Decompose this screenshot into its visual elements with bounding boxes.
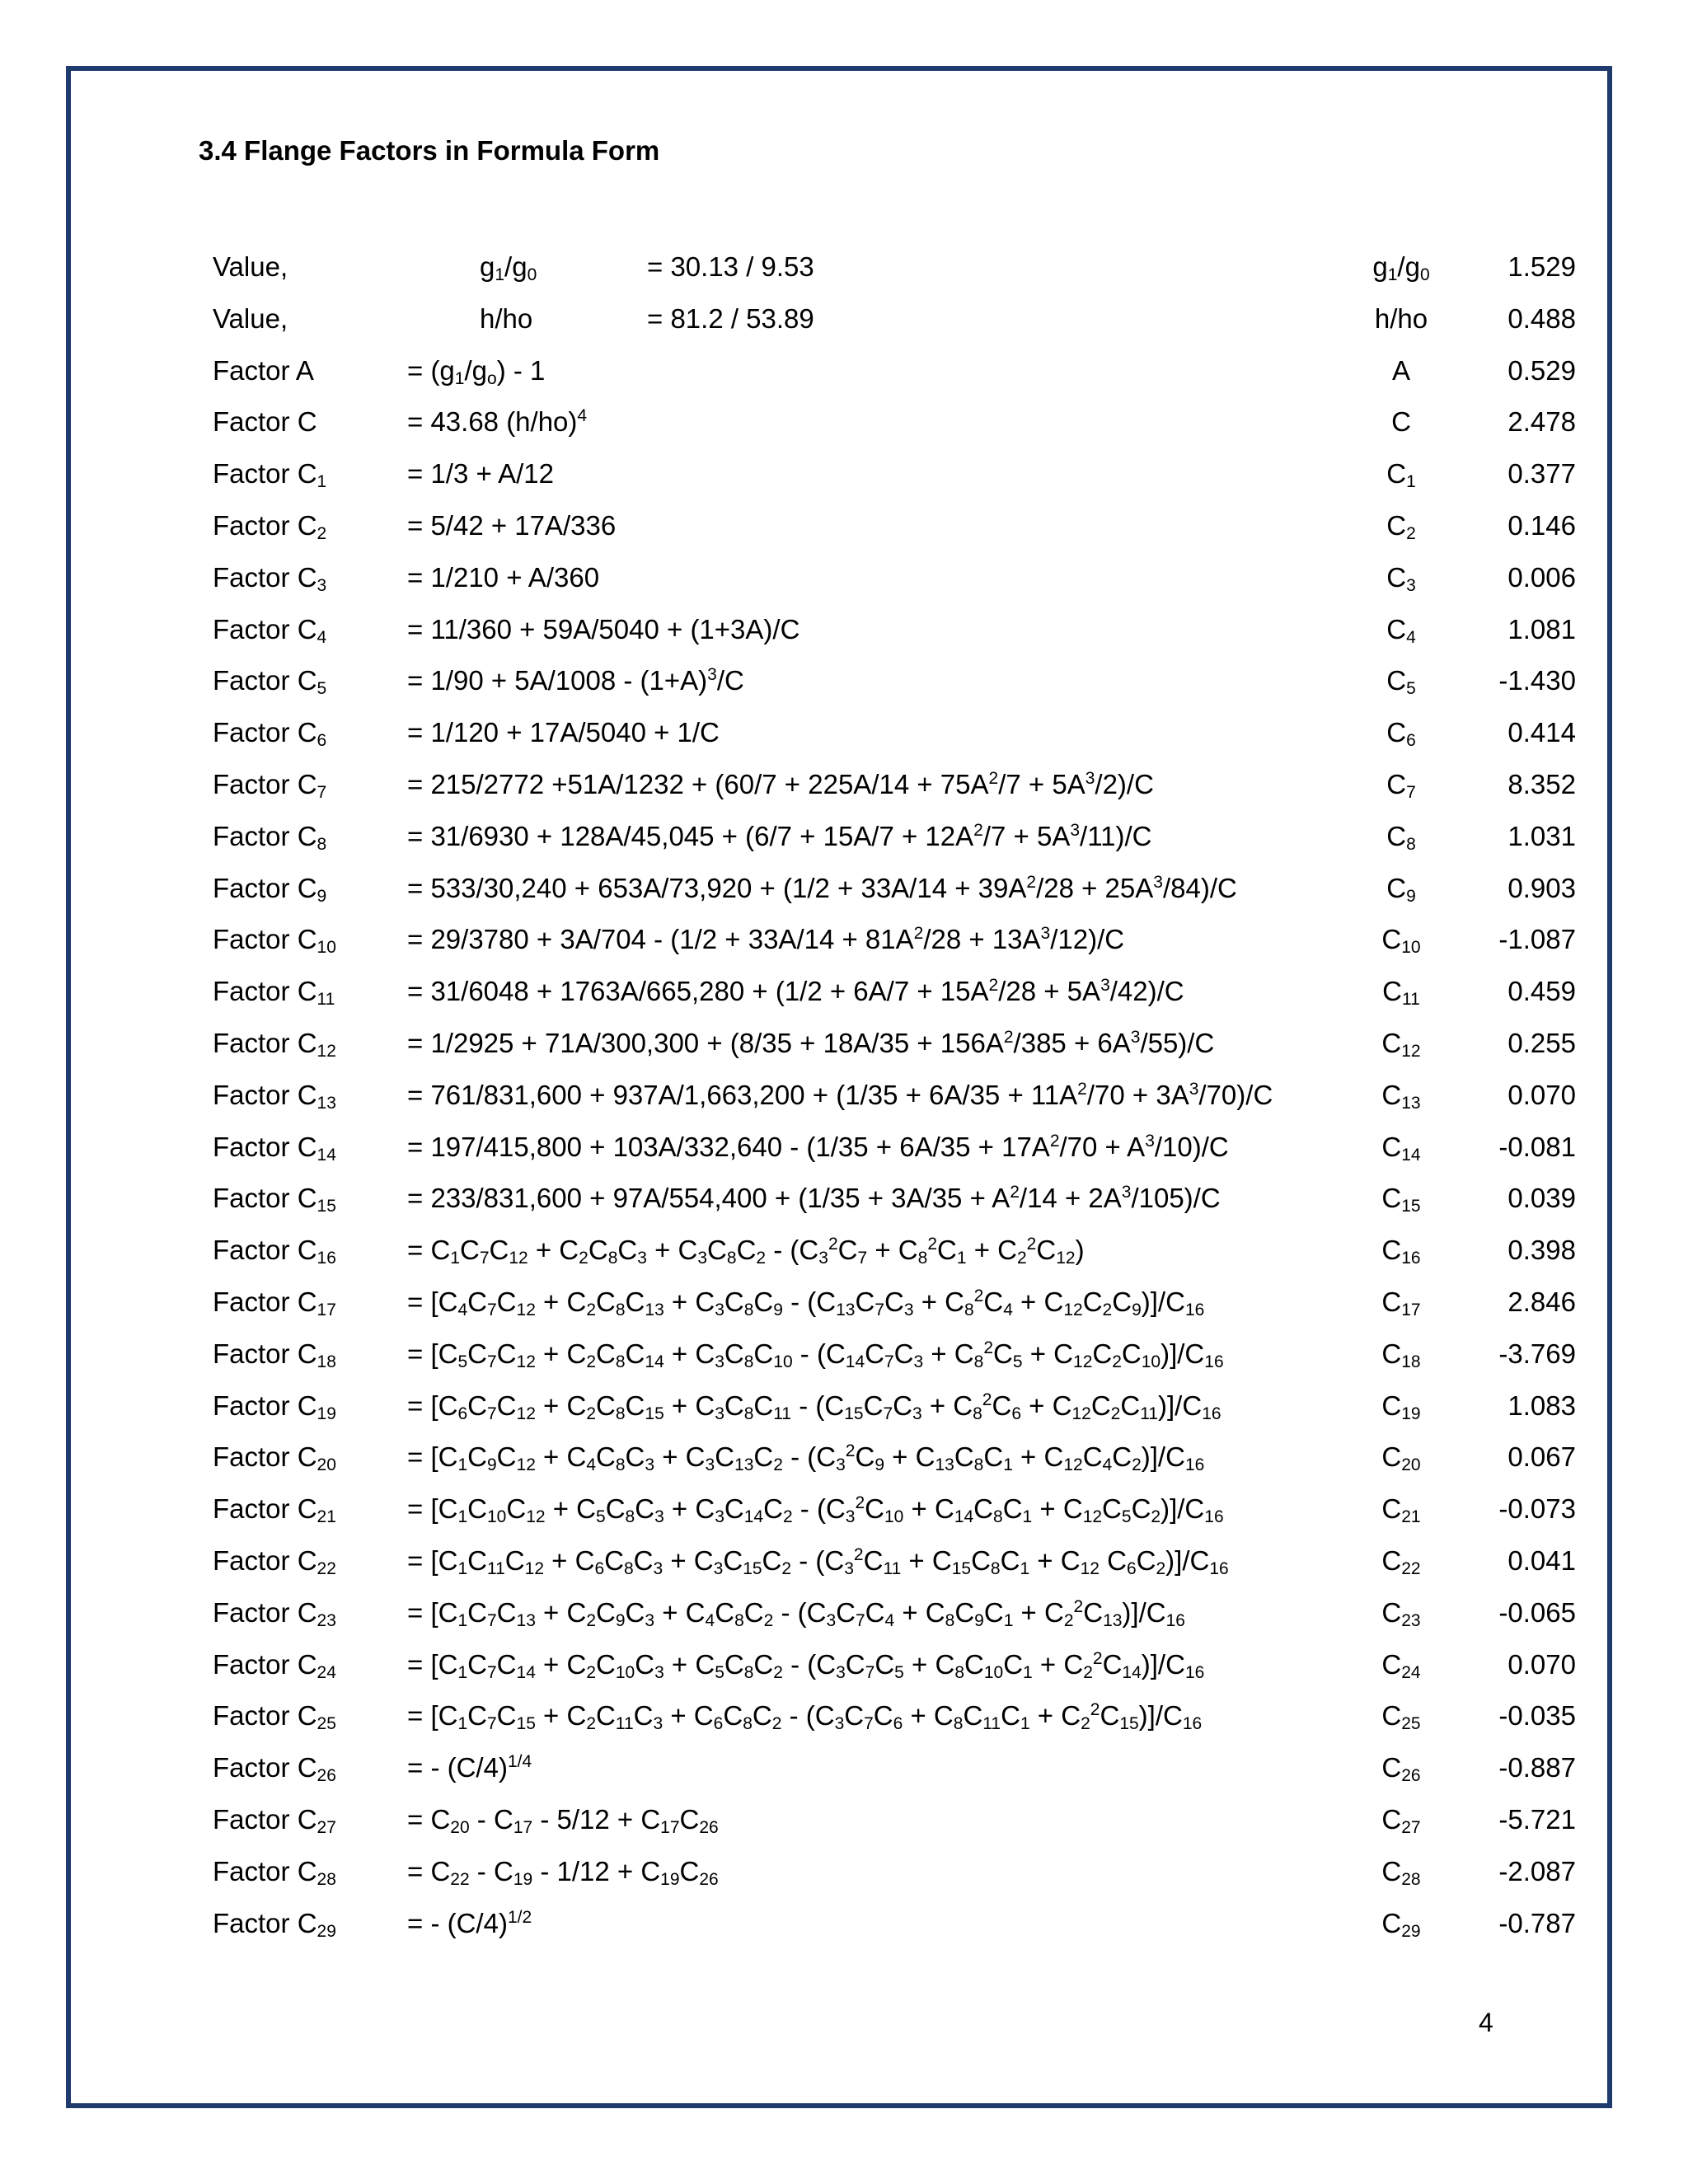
factor-symbol: $C_{19}$ — [1381, 1390, 1421, 1423]
factor-symbol: $C_{27}$ — [1381, 1804, 1421, 1837]
factor-value: -3.769 — [1498, 1338, 1576, 1369]
factor-label: Factor $C_2$ — [213, 510, 327, 543]
factor-label: Factor $C_9$ — [213, 872, 327, 906]
factor-value: 1.083 — [1507, 1390, 1576, 1421]
factor-row — [0, 345, 1688, 396]
factor-symbol: $C_{13}$ — [1381, 1079, 1421, 1113]
factor-formula: = 1/3 + A/12 — [407, 458, 554, 490]
factor-value: 2.478 — [1507, 406, 1576, 438]
factor-value: 0.070 — [1507, 1079, 1576, 1110]
factor-label: Factor A — [213, 354, 314, 386]
factor-formula: = $1/2925 + 71A/300,300 + (8/35 + 18A/35 + 156A^2/385 + 6A^3/55)/C$ — [407, 1028, 1215, 1058]
factor-formula: = $233/831,600 + 97A/554,400 + (1/35 + 3A/35 + A^2/14 + 2A^3/105)/C$ — [407, 1183, 1221, 1214]
factor-symbol: $C_{10}$ — [1381, 924, 1421, 958]
factor-row — [0, 604, 1688, 655]
value-label: Value, — [213, 251, 288, 282]
factor-label: Factor $C_{22}$ — [213, 1545, 336, 1578]
factor-row — [0, 966, 1688, 1017]
factor-formula: = $[C_1C_7C_{13} + C_2C_9C_3 + C_4C_8C_2 - (C_3C_7C_4 + C_8C_9C_1 + C_2^2C_{13})]/C_{16}$ — [407, 1596, 1185, 1630]
factor-value: 1.081 — [1507, 613, 1576, 644]
factor-row — [0, 1483, 1688, 1535]
factor-symbol: C — [1391, 406, 1411, 438]
factor-label: Factor $C_{24}$ — [213, 1648, 336, 1682]
factor-symbol: $C_{23}$ — [1381, 1596, 1421, 1630]
factor-value: 0.006 — [1507, 561, 1576, 593]
factor-formula: = $C_1C_7C_{12} + C_2C_8C_3 + C_3C_8C_2 - (C_3^2C_7 + C_8^2C_1 + C_2^2C_{12})$ — [407, 1235, 1085, 1268]
factor-row — [0, 1432, 1688, 1483]
factor-value: 1.031 — [1507, 820, 1576, 851]
factor-label: Factor $C_5$ — [213, 665, 327, 699]
factor-label: Factor $C_1$ — [213, 458, 327, 492]
factor-label: Factor $C_6$ — [213, 717, 327, 751]
factor-formula: = $197/415,800 + 103A/332,640 - (1/35 + 6A/35 + 17A^2/70 + A^3/10)/C$ — [407, 1131, 1229, 1162]
factor-symbol: $C_{28}$ — [1381, 1855, 1421, 1889]
factor-value: 0.070 — [1507, 1648, 1576, 1680]
factor-label: Factor $C_4$ — [213, 613, 327, 647]
factor-formula: = $29/3780 + 3A/704 - (1/2 + 33A/14 + 81A^2/28 + 13A^3/12)/C$ — [407, 924, 1125, 955]
factor-row — [0, 1794, 1688, 1845]
factor-formula: = - $(C/4)^{1/2}$ — [407, 1907, 532, 1938]
factor-symbol: $C_{22}$ — [1381, 1545, 1421, 1578]
factor-row — [0, 552, 1688, 603]
factor-label: Factor $C_3$ — [213, 561, 327, 595]
factor-value: -0.065 — [1498, 1596, 1576, 1628]
factor-symbol: $C_{17}$ — [1381, 1286, 1421, 1319]
factor-value: 0.903 — [1507, 872, 1576, 903]
factor-symbol: $C_{16}$ — [1381, 1235, 1421, 1268]
factor-value: -0.081 — [1498, 1131, 1576, 1162]
factor-formula: = $31/6930 + 128A/45,045 + (6/7 + 15A/7 + 12A^2/7 + 5A^3/11)/C$ — [407, 820, 1152, 851]
factor-row — [0, 707, 1688, 758]
factor-row — [0, 1225, 1688, 1276]
factor-value: 8.352 — [1507, 769, 1576, 799]
value-row — [0, 293, 1688, 344]
factor-symbol: $C_{25}$ — [1381, 1700, 1421, 1734]
factor-value: -1.087 — [1498, 924, 1576, 955]
factor-row — [0, 396, 1688, 448]
factor-symbol: $C_{20}$ — [1381, 1441, 1421, 1475]
factor-label: Factor $C_{28}$ — [213, 1855, 336, 1889]
factor-value: -2.087 — [1498, 1855, 1576, 1886]
factor-row — [0, 1690, 1688, 1741]
page-number: 4 — [1479, 2008, 1493, 2037]
factor-formula: = $761/831,600 + 937A/1,663,200 + (1/35 + 6A/35 + 11A^2/70 + 3A^3/70)/C$ — [407, 1079, 1273, 1110]
factor-value: -1.430 — [1498, 665, 1576, 696]
factor-label: Factor $C_{14}$ — [213, 1131, 336, 1165]
factor-value: 0.041 — [1507, 1545, 1576, 1576]
factor-symbol: $C_{21}$ — [1381, 1493, 1421, 1527]
factor-formula: = $[C_5C_7C_{12} + C_2C_8C_{14} + C_3C_8C_{10} - (C_{14}C_7C_3 + C_8^2C_5 + C_{12}C_2C_{10})]/C_{16}$ — [407, 1338, 1224, 1371]
factor-formula: = $C_{22} - C_{19} - 1/12 + C_{19}C_{26}$ — [407, 1855, 719, 1889]
factor-symbol: $C_8$ — [1386, 820, 1416, 854]
value-symbol: $g_1/g_0$ — [480, 251, 537, 284]
factor-value: 0.039 — [1507, 1183, 1576, 1214]
factor-symbol: $C_{14}$ — [1381, 1131, 1421, 1165]
result-symbol: $g_1/g_0$ — [1372, 251, 1430, 284]
factor-row — [0, 1639, 1688, 1690]
factor-label: Factor $C_{26}$ — [213, 1752, 336, 1786]
factor-symbol: $C_{15}$ — [1381, 1183, 1421, 1216]
factor-formula: = $[C_1C_9C_{12} + C_4C_8C_3 + C_3C_{13}C_2 - (C_3^2C_9 + C_{13}C_8C_1 + C_{12}C_4C_2)]/C_{16}$ — [407, 1441, 1205, 1475]
factor-label: Factor $C_{19}$ — [213, 1390, 336, 1423]
factor-row — [0, 1742, 1688, 1793]
factor-value: 0.414 — [1507, 717, 1576, 748]
factor-row — [0, 863, 1688, 914]
factor-symbol: A — [1391, 354, 1411, 386]
value-row — [0, 241, 1688, 293]
factor-label: Factor $C_7$ — [213, 769, 327, 802]
factor-label: Factor $C_{20}$ — [213, 1441, 336, 1475]
factor-label: Factor $C_{13}$ — [213, 1079, 336, 1113]
factor-formula: = $[C_1C_7C_{14} + C_2C_{10}C_3 + C_5C_8C_2 - (C_3C_7C_5 + C_8C_{10}C_1 + C_2^2C_{14})]/C_{16}$ — [407, 1648, 1205, 1682]
section-heading: 3.4 Flange Factors in Formula Form — [199, 135, 660, 166]
factor-symbol: $C_{29}$ — [1381, 1907, 1421, 1941]
factor-value: 0.459 — [1507, 976, 1576, 1007]
factor-formula: = $[C_1C_{10}C_{12} + C_5C_8C_3 + C_3C_{14}C_2 - (C_3^2C_{10} + C_{14}C_8C_1 + C_{12}C_5C_2)]/C_{16}$ — [407, 1493, 1224, 1527]
factor-row — [0, 1329, 1688, 1380]
factor-label: Factor $C_{27}$ — [213, 1804, 336, 1837]
value-symbol: h/ho — [480, 302, 533, 334]
factor-value: 0.067 — [1507, 1441, 1576, 1473]
factor-row — [0, 914, 1688, 965]
factor-label: Factor $C_{10}$ — [213, 924, 336, 958]
factor-label: Factor $C_{12}$ — [213, 1028, 336, 1061]
factor-label: Factor $C_{25}$ — [213, 1700, 336, 1734]
factor-row — [0, 448, 1688, 499]
factor-symbol: $C_9$ — [1386, 872, 1416, 906]
factor-formula: = 1/120 + 17A/5040 + 1/C — [407, 717, 720, 748]
factor-value: 0.529 — [1507, 354, 1576, 386]
factor-label: Factor C — [213, 406, 317, 438]
factor-row — [0, 1898, 1688, 1949]
factor-label: Factor $C_8$ — [213, 820, 327, 854]
factor-value: -5.721 — [1498, 1804, 1576, 1835]
factor-value: -0.073 — [1498, 1493, 1576, 1525]
factor-value: -0.035 — [1498, 1700, 1576, 1732]
factor-formula: = $[C_4C_7C_{12} + C_2C_8C_{13} + C_3C_8C_9 - (C_{13}C_7C_3 + C_8^2C_4 + C_{12}C_2C_9)]/C_{16}$ — [407, 1286, 1205, 1319]
factor-formula: = $[C_6C_7C_{12} + C_2C_8C_{15} + C_3C_8C_{11} - (C_{15}C_7C_3 + C_8^2C_6 + C_{12}C_2C_{11})]/C_{16}$ — [407, 1390, 1221, 1423]
factor-symbol: $C_{18}$ — [1381, 1338, 1421, 1371]
factor-value: 0.398 — [1507, 1235, 1576, 1266]
factor-formula: = $[C_1C_7C_{15} + C_2C_{11}C_3 + C_6C_8C_2 - (C_3C_7C_6 + C_8C_{11}C_1 + C_2^2C_{15})]/C_{16}$ — [407, 1700, 1203, 1734]
factor-value: 0.377 — [1507, 458, 1576, 490]
factor-symbol: $C_3$ — [1386, 561, 1416, 595]
factor-formula: = $31/6048 + 1763A/665,280 + (1/2 + 6A/7 + 15A^2/28 + 5A^3/42)/C$ — [407, 976, 1184, 1007]
factor-formula: = $215/2772 +51A/1232 + (60/7 + 225A/14 + 75A^2/7 + 5A^3/2)/C$ — [407, 769, 1154, 799]
factor-row — [0, 1122, 1688, 1173]
factor-symbol: $C_4$ — [1386, 613, 1416, 647]
factor-row — [0, 1070, 1688, 1121]
factor-label: Factor $C_{23}$ — [213, 1596, 336, 1630]
factor-value: 0.255 — [1507, 1028, 1576, 1058]
factor-row — [0, 1846, 1688, 1897]
factor-row — [0, 1173, 1688, 1224]
factor-label: Factor $C_{21}$ — [213, 1493, 336, 1527]
factor-formula: = [$C_1C_{11}C_{12} + C_6C_8C_3 + C_3C_{15}C_2 - (C_3^2C_{11} + C_{15}C_8C_1 + C_{12}$ $C_6C_2)]/C_{16}$ — [407, 1545, 1229, 1578]
factor-symbol: $C_{12}$ — [1381, 1028, 1421, 1061]
factor-row — [0, 655, 1688, 706]
factor-value: 0.146 — [1507, 510, 1576, 541]
factor-label: Factor $C_{11}$ — [213, 976, 335, 1010]
factor-row — [0, 1380, 1688, 1432]
factor-label: Factor $C_{16}$ — [213, 1235, 336, 1268]
factor-formula: = $1/90 + 5A/1008 - (1+A)^3/C$ — [407, 665, 744, 696]
factor-row — [0, 500, 1688, 551]
result-symbol: h/ho — [1374, 302, 1428, 334]
factor-row — [0, 1535, 1688, 1586]
result-value: 0.488 — [1507, 302, 1576, 334]
factor-formula: = 1/210 + A/360 — [407, 561, 600, 593]
factor-formula: = - $(C/4)^{1/4}$ — [407, 1752, 532, 1783]
factor-symbol: $C_{26}$ — [1381, 1752, 1421, 1786]
factor-formula: = 43.68 $(h/ho)^4$ — [407, 406, 588, 438]
factor-value: -0.887 — [1498, 1752, 1576, 1783]
factor-row — [0, 1018, 1688, 1069]
factor-label: Factor $C_{18}$ — [213, 1338, 336, 1371]
result-value: 1.529 — [1507, 251, 1576, 282]
factor-symbol: $C_5$ — [1386, 665, 1416, 699]
factor-label: Factor $C_{15}$ — [213, 1183, 336, 1216]
factor-symbol: $C_6$ — [1386, 717, 1416, 751]
factor-value: -0.787 — [1498, 1907, 1576, 1938]
factor-formula: = 11/360 + 59A/5040 + (1+3A)/C — [407, 613, 800, 644]
factor-label: Factor $C_{17}$ — [213, 1286, 336, 1319]
factor-formula: = $533/30,240 + 653A/73,920 + (1/2 + 33A/14 + 39A^2/28 + 25A^3/84)/C$ — [407, 872, 1237, 903]
factor-symbol: $C_1$ — [1386, 458, 1416, 492]
factor-formula: = $(g_1/g_o) - 1$ — [407, 354, 546, 388]
factor-row — [0, 1277, 1688, 1328]
factor-value: 2.846 — [1507, 1286, 1576, 1317]
factor-symbol: $C_2$ — [1386, 510, 1416, 543]
factor-formula: = $C_{20} - C_{17} - 5/12 + C_{17}C_{26}$ — [407, 1804, 719, 1837]
factor-row — [0, 811, 1688, 862]
value-expression: = 30.13 / 9.53 — [647, 251, 814, 282]
factor-row — [0, 759, 1688, 810]
value-label: Value, — [213, 302, 288, 334]
value-expression: = 81.2 / 53.89 — [647, 302, 814, 334]
factor-formula: = 5/42 + 17A/336 — [407, 510, 617, 541]
factor-symbol: $C_{11}$ — [1382, 976, 1420, 1010]
factor-row — [0, 1587, 1688, 1638]
factor-label: Factor $C_{29}$ — [213, 1907, 336, 1941]
factor-symbol: $C_7$ — [1386, 769, 1416, 802]
factor-symbol: $C_{24}$ — [1381, 1648, 1421, 1682]
